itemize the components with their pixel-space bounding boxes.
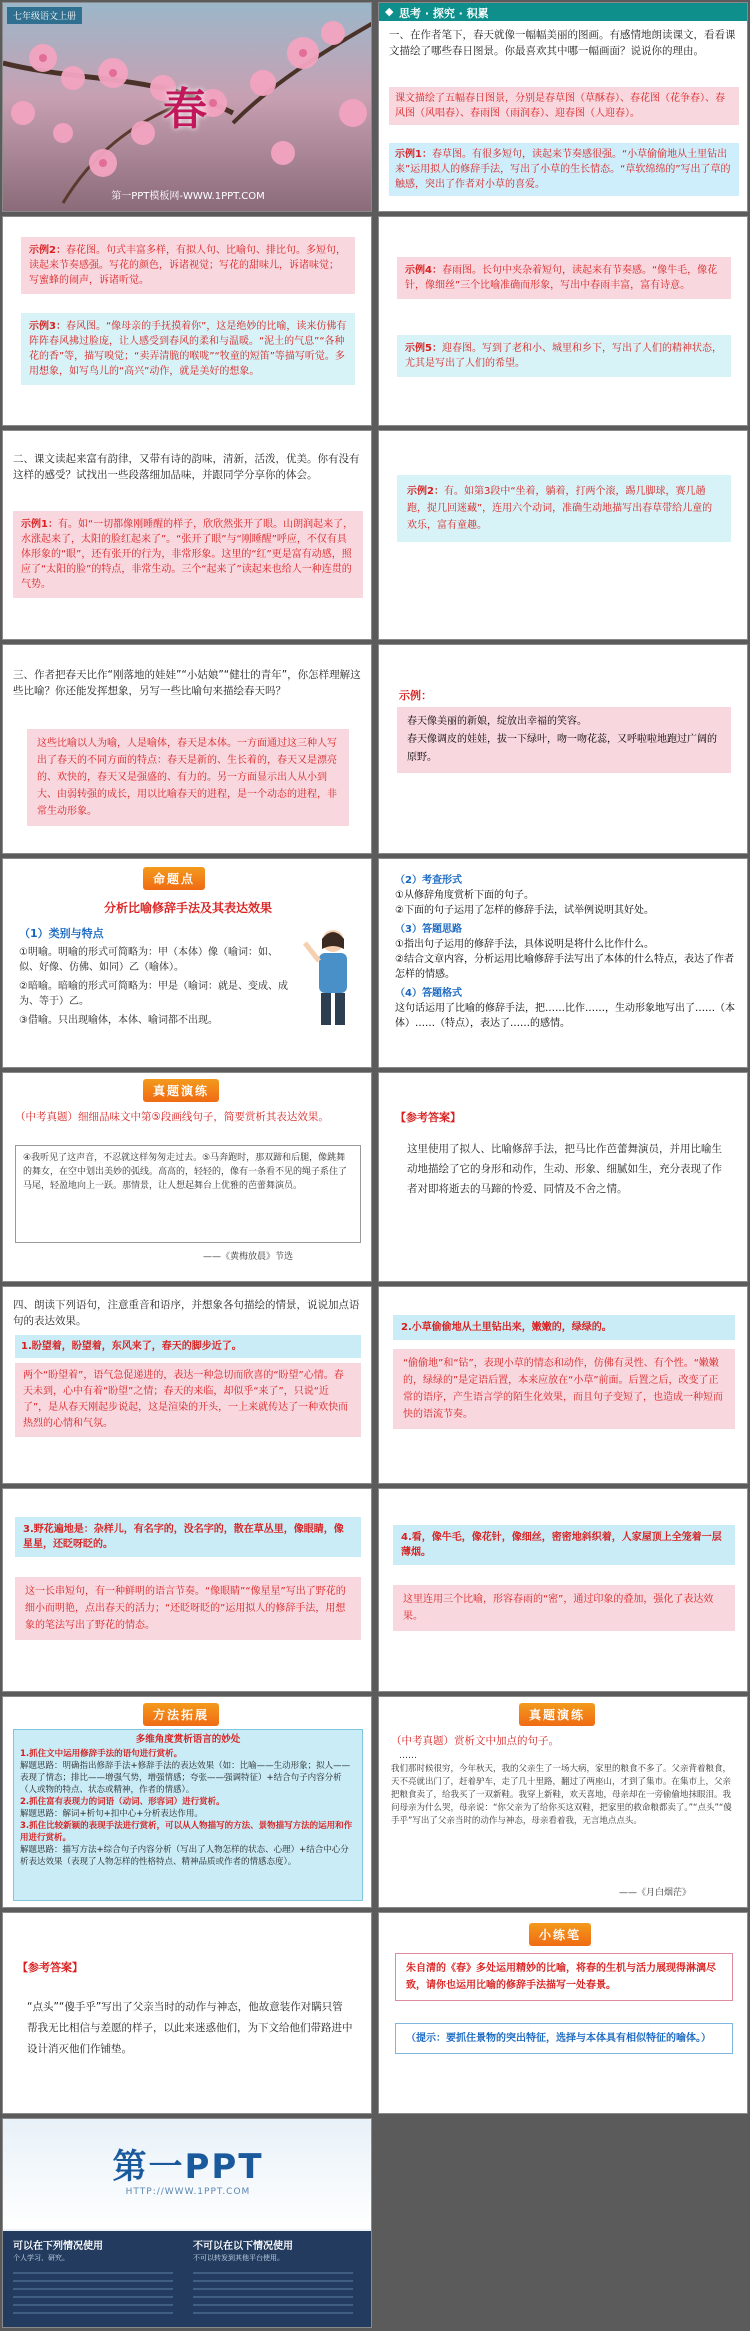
example-3-label: 示例3： — [29, 321, 66, 332]
item-metaphor-3: ③借喻。只出现喻体，本体、喻词都不出现。 — [19, 1015, 218, 1026]
slide-exam-answer-2[interactable] — [2, 1912, 372, 2114]
item-metaphor-1: ①明喻。明喻的形式可简略为：甲（本体）像（喻词：如、似、好像、仿佛、如同）乙（喻体）。 — [19, 947, 278, 973]
method-line-5: 3.抓住比较新颖的表现手法进行赏析，可以从人物描写的方法、景物描写方法的运用和作用进行赏析。 — [20, 1821, 353, 1843]
diamond-icon: ◆ — [385, 5, 394, 18]
terms-denied-line: 不可以转发到其他平台使用。 — [193, 2254, 284, 2262]
item-1-answer: 两个“盼望着”，语气急促递进的，表达一种急切而欣喜的“盼望”心情。春天未到，心中有着“盼望”之情；春天的来临，却似乎“来了”，只说“近了”，是从春天刚起步说起，这是渲染的开头，一上来就传达了一种欢快而热烈的心情和气氛。 — [15, 1363, 361, 1437]
example-2b-label: 示例2： — [407, 486, 444, 497]
example-2b-box — [397, 475, 731, 542]
format-heading-2: （3）答题思路 — [395, 924, 462, 935]
item-3-sentence: 3.野花遍地是：杂样儿，有名字的，没名字的，散在草丛里，像眼睛，像星星，还眨呀眨的。 — [15, 1517, 361, 1557]
example-label: 示例1： — [395, 149, 432, 160]
item-1-sentence: 1.盼望着，盼望着，东风来了，春天的脚步近了。 — [15, 1335, 361, 1358]
slide-practice-writing[interactable] — [378, 1912, 748, 2114]
method-badge-label: 方法拓展 — [143, 1703, 219, 1726]
question-4-text: 四、朗读下列语句，注意重音和语序，并想象各句描绘的情景，说说加点语句的表达效果。 — [13, 1299, 360, 1327]
exam-format-block — [395, 873, 735, 1031]
example-label: 示例： — [399, 689, 432, 702]
example-line-2: 春天像调皮的娃娃，拔一下绿叶，吻一吻花蕊，又呼啦啦地跑过广阔的原野。 — [407, 734, 717, 763]
header-title: 思考 · 探究 · 积累 — [399, 7, 489, 20]
question-2-text: 二、课文读起来富有韵律，又带有诗的韵味，清新，活泼，优美。你有没有这样的感受？试找出一些段落细加品味，并跟同学分享你的体会。 — [13, 453, 360, 481]
example-1-text: 有。如“一切都像刚睡醒的样子，欣欣然张开了眼。山朗润起来了，水涨起来了，太阳的脸红起来了”。“张开了眼”与“刚睡醒”呼应，不仅有具体形象的“眼”，还有张开的行为，非常形象。这里的“红”更是富有动感，照应了“太阳的脸”的特点，非常生动。三个“起来了”读起来也给人一种连贯的气势。 — [21, 519, 354, 590]
method-box — [13, 1729, 363, 1901]
method-line-4: 解题思路：解词+析句+扣中心+分析表达作用。 — [20, 1809, 203, 1819]
example-2b-text: 有。如第3段中“坐着，躺着，打两个滚，踢几脚球，赛几趟跑，捉几回迷藏”，连用六个动词，准确生动地描写出春草带给儿童的欢乐，富有童趣。 — [407, 486, 713, 531]
proposition-items — [19, 945, 289, 1028]
writing-badge — [529, 1923, 591, 1946]
practice-2-badge-label: 真题演练 — [519, 1703, 595, 1726]
slide-template-footer[interactable] — [2, 2118, 372, 2328]
slide-exam-practice-2[interactable] — [378, 1696, 748, 1908]
slide-question-2[interactable] — [2, 430, 372, 640]
item-metaphor-2: ②暗喻。暗喻的形式可简略为：甲是（喻词：就是、变成、成为、等于）乙。 — [19, 981, 288, 1007]
item-2-answer: “偷偷地”和“钻”，表现小草的情态和动作，仿佛有灵性、有个性。“嫩嫩的，绿绿的”是定语后置，本来应放在“小草”前面。后置之后，改变了正常的语序，产生语言学的陌生化效果，而且句子变短了，也造成一种短而快的语流节奏。 — [393, 1349, 735, 1429]
header-bar — [379, 3, 748, 21]
writing-hint-box: （提示：要抓住景物的突出特征，选择与本体具有相似特征的喻体。） — [395, 2023, 733, 2054]
slide-question-4-item-3[interactable] — [2, 1488, 372, 1692]
example-text: 春草图。有很多短句，读起来节奏感很强。“小草偷偷地从土里钻出来”运用拟人的修辞手法，写出了小草的生长情态。“草软绵绵的”写出了草的触感，突出了作者对小草的喜爱。 — [395, 149, 731, 190]
slide-question-1[interactable] — [378, 2, 748, 212]
practice-source: ——《黄梅放晨》节选 — [203, 1252, 294, 1262]
grade-tag: 七年级语文上册 — [7, 7, 82, 24]
terms-allowed-title: 可以在下列情况使用 — [13, 2241, 103, 2252]
method-badge — [143, 1703, 219, 1726]
slide-question-3[interactable] — [2, 644, 372, 854]
answer-box: 课文描绘了五幅春日图景，分别是春草图（草酥春）、春花图（花争春）、春风图（风唱春）、春雨图（雨润春）、迎春图（人迎春）。 — [389, 87, 739, 125]
practice-badge — [143, 1079, 219, 1102]
slide-exam-practice[interactable] — [2, 1072, 372, 1282]
item-2-sentence: 2.小草偷偷地从土里钻出来，嫩嫩的，绿绿的。 — [393, 1315, 735, 1340]
format-line-2b: ②结合文章内容，分析运用比喻修辞手法写出了本体的什么特点，表达了作者怎样的情感。 — [395, 954, 734, 980]
method-box-title: 多维角度赏析语言的妙处 — [135, 1734, 241, 1745]
format-line-3a: 这句话运用了比喻的修辞手法，把……比作……，生动形象地写出了……（本体）……（特点），表达了……的感情。 — [395, 1003, 735, 1029]
answer-2-label: 【参考答案】 — [17, 1961, 83, 1974]
practice-question: （中考真题）细细品味文中第⑤段画线句子，简要赏析其表达效果。 — [15, 1111, 329, 1123]
example-5-text: 迎春图。写到了老和小、城里和乡下，写出了人们的精神状态，尤其是写出了人们的希望。 — [405, 343, 722, 369]
method-line-6: 解题思路：描写方法+综合句子内容分析（写出了人物怎样的状态、心理）+结合中心分析表达效果（表现了人物怎样的性格特点、精神品质或作者的情感态度）。 — [20, 1845, 349, 1867]
slide-method-extension[interactable] — [2, 1696, 372, 1908]
slide-proposition[interactable] — [2, 858, 372, 1068]
slide-cover[interactable] — [2, 2, 372, 212]
proposition-title: 分析比喻修辞手法及其表达效果 — [103, 901, 272, 915]
item-4-answer: 这里连用三个比喻，形容春雨的“密”，通过印象的叠加，强化了表达效果。 — [393, 1585, 735, 1631]
practice-2-badge — [519, 1703, 595, 1726]
answer-3-box: 这些比喻以人为喻，人是喻体，春天是本体。一方面通过这三种人写出了春天的不同方面的特点：春天是新的、生长着的，春天又是漂亮的、欢快的，春天又是强盛的、有力的。另一方面显示出人从小到大、由弱转强的成长，用以比喻春天的进程，是一个动态的进程，非常生动形象。 — [27, 729, 349, 826]
badge-label: 命题点 — [143, 867, 205, 890]
practice-2-question: （中考真题）赏析文中加点的句子。 — [391, 1735, 559, 1747]
slide-question-4[interactable] — [2, 1286, 372, 1484]
terms-denied-title: 不可以在以下情况使用 — [193, 2241, 293, 2252]
practice-2-ellipsis: …… — [399, 1751, 417, 1761]
format-line-1b: ②下面的句子运用了怎样的修辞手法，试举例说明其好处。 — [395, 905, 654, 916]
writing-task-box: 朱自清的《春》多处运用精妙的比喻，将春的生机与活力展现得淋漓尽致，请你也运用比喻的修辞手法描写一处春景。 — [395, 1953, 733, 2001]
example-line-1: 春天像美丽的新娘，绽放出幸福的笑容。 — [407, 716, 587, 727]
format-heading-1: （2）考查形式 — [395, 875, 462, 886]
answer-2-text: “点头”“傻手乎”写出了父亲当时的动作与神态，他故意装作对瞒只管帮我无比相信与差愿的样子，以此来迷惑他们，为下文给他们带路进中设计消灭他们作铺垫。 — [27, 2001, 353, 2055]
writing-badge-label: 小练笔 — [529, 1923, 591, 1946]
footer-logo: 第一PPT — [112, 2147, 264, 2187]
example-4-box — [397, 257, 731, 299]
slide-question-4-item-4[interactable] — [378, 1488, 748, 1692]
answer-text: 这里使用了拟人、比喻修辞手法，把马比作芭蕾舞演员，并用比喻生动地描绘了它的身形和动作，生动、形象、细腻如生，充分表现了作者对即将逝去的马蹄的怜爱、同情及不舍之情。 — [407, 1143, 722, 1195]
terms-allowed-line: 个人学习、研究。 — [13, 2254, 69, 2262]
method-line-2: 解题思路：明确指出修辞手法+修辞手法的表达效果（如：比喻——生动形象；拟人——表现了情态；排比——增强气势，增强情感；夸张——强调特征）+结合句子内容分析（人或物的特点、状态或精神，作者的情感）。 — [20, 1761, 351, 1795]
method-line-3: 2.抓住富有表现力的词语（动词、形容词）进行赏析。 — [20, 1797, 225, 1807]
cover-title: 春 — [163, 84, 207, 135]
method-line-1: 1.抓住文中运用修辞手法的语句进行赏析。 — [20, 1749, 183, 1759]
item-4-sentence: 4.看，像牛毛，像花针，像细丝，密密地斜织着，人家屋顶上全笼着一层薄烟。 — [393, 1525, 735, 1565]
slide-question-3-example[interactable] — [378, 644, 748, 854]
practice-badge-label: 真题演练 — [143, 1079, 219, 1102]
practice-2-passage: 我们那时候很穷，今年秋天，我的父亲生了一场大病，家里的粮食不多了。父亲背着粮食，天不亮就出门了，赶着驴车，走了几十里路，翻过了两座山，才到了集市。在集市上，父亲把粮食卖了，给我买了一双新鞋。我穿上新鞋，欢天喜地，母亲却在一旁偷偷地抹眼泪。我问母亲为什么哭，母亲说：“你父亲为了给你买这双鞋，把家里的救命粮都卖了。”“点头”“傻手乎”写出了父亲当时的动作与神态，母亲看着我，无言地点点头。 — [391, 1764, 732, 1826]
question-3-text: 三、作者把春天比作“刚落地的娃娃”“小姑娘”“健壮的青年”，你怎样理解这些比喻？你还能发挥想象，另写一些比喻句来描绘春天吗？ — [13, 669, 361, 697]
example-3-box — [21, 313, 355, 385]
slide-exam-answer[interactable] — [378, 1072, 748, 1282]
example-1-label: 示例1： — [21, 519, 58, 530]
teacher-figure-icon — [303, 923, 363, 1033]
slide-question-4-item-2[interactable] — [378, 1286, 748, 1484]
practice-passage-box — [15, 1145, 361, 1243]
example-5-label: 示例5： — [405, 343, 442, 354]
cover-footer: 第一PPT模板网-WWW.1PPT.COM — [111, 191, 265, 202]
example-2-box — [21, 237, 355, 294]
example-4-text: 春雨图。长句中夹杂着短句，读起来有节奏感。“像牛毛，像花针，像细丝”三个比喻准确而形象，写出中春雨丰富，富有诗意。 — [405, 265, 718, 291]
slide-examples-4-5[interactable] — [378, 216, 748, 426]
answer-label: 【参考答案】 — [395, 1111, 461, 1124]
practice-passage: ④我听见了这声音，不忍就这样匆匆走过去。⑤马奔跑时，那双蹄和后腿，像跳舞的舞女，在空中划出美妙的弧线。高高的，轻轻的，像有一条看不见的绳子系住了马尾，轻盈地向上一跃。那情景，让人想起舞台上优雅的芭蕾舞演员。 — [23, 1153, 348, 1191]
proposition-badge — [143, 867, 205, 890]
format-heading-3: （4）答题格式 — [395, 988, 462, 999]
example-lines-box — [397, 707, 731, 773]
slide-question-2-example[interactable] — [378, 430, 748, 640]
example-2-label: 示例2： — [29, 245, 66, 256]
practice-2-source: ——《月白烟茫》 — [619, 1888, 692, 1898]
example-5-box — [397, 335, 731, 377]
example-1-box — [13, 511, 363, 598]
format-line-2a: ①指出句子运用的修辞手法，具体说明是将什么比作什么。 — [395, 939, 654, 950]
footer-url[interactable]: HTTP://WWW.1PPT.COM — [125, 2187, 251, 2197]
format-line-1a: ①从修辞角度赏析下面的句子。 — [395, 890, 534, 901]
example-3-text: 春风图。“像母亲的手抚摸着你”，这是绝妙的比喻，读来仿佛有阵阵春风拂过脸庞，让人感受到春风的柔和与温暖。“泥土的气息”“各种花的香”等，描写嗅觉；“卖弄清脆的喉咙”“牧童的短笛”等描写听觉。多用想象，如写鸟儿的“高兴”动作，就是美好的想象。 — [29, 321, 347, 377]
slide-examples-2-3[interactable] — [2, 216, 372, 426]
example-2-text: 春花图。句式丰富多样，有拟人句、比喻句、排比句。多短句，读起来节奏感强。写花的颜色，诉诸视觉；写花的甜味儿，诉诸味觉；写蜜蜂的闹声，诉诸听觉。 — [29, 245, 346, 286]
footer-terms-panel — [3, 2231, 372, 2328]
question-text: 一、在作者笔下，春天就像一幅幅美丽的图画。有感情地朗读课文，看看课文描绘了哪些春日图景。你最喜欢其中哪一幅画面？说说你的理由。 — [389, 29, 736, 57]
slide-exam-format[interactable] — [378, 858, 748, 1068]
example-4-label: 示例4： — [405, 265, 442, 276]
example-box — [389, 143, 739, 196]
item-3-answer: 这一长串短句，有一种鲜明的语言节奏。“像眼睛”“像星星”写出了野花的细小而明艳，点出春天的活力；“还眨呀眨的”运用拟人的修辞手法，用想象的笔法写出了野花的情态。 — [15, 1577, 361, 1640]
proposition-subtitle: （1）类别与特点 — [19, 927, 104, 940]
terms-link-lines — [13, 2269, 363, 2325]
